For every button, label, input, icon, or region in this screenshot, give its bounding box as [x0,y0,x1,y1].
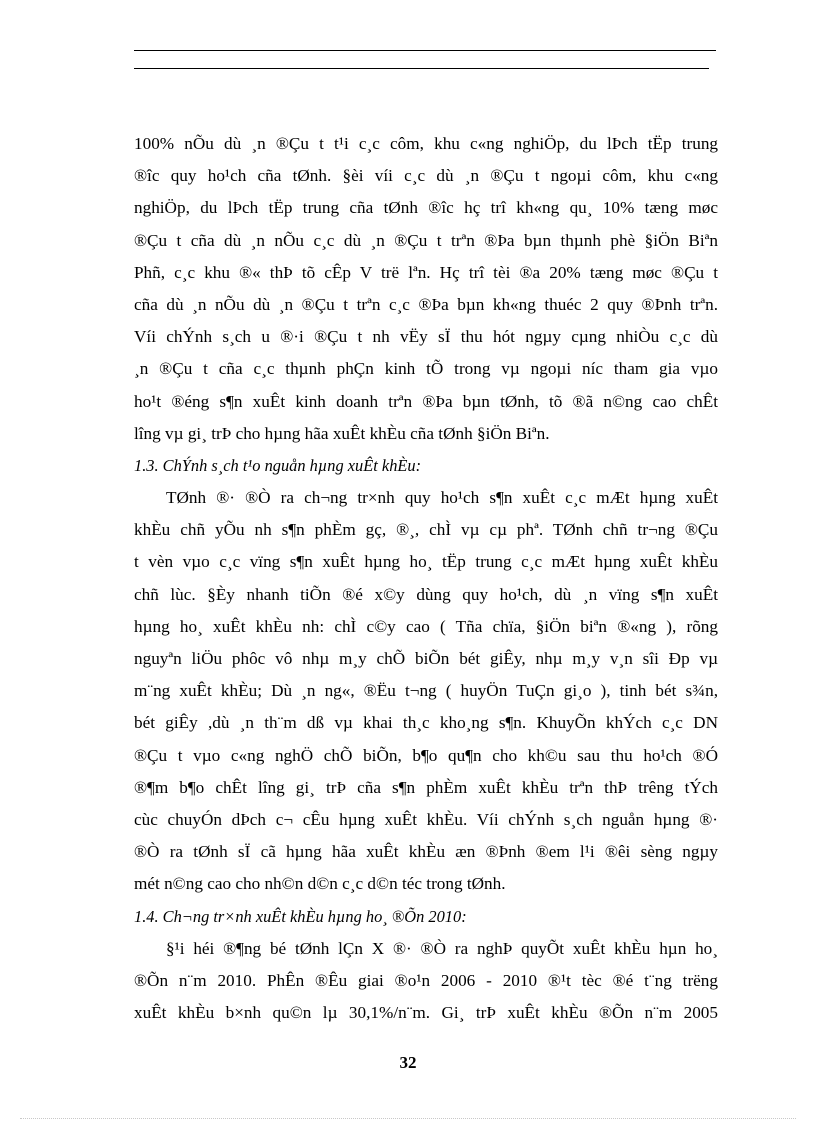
paragraph-line: cña dù ¸n nÕu dù ¸n ®Çu t trªn c¸c ®Þa bµn kh«ng thuéc 2 quy ®Þnh trªn. [134,294,718,314]
paragraph-line: m¨ng xuÊt khÈu; Dù ¸n ng«, ®Ëu t¬ng ( huyÖn TuÇn gi¸o ), tinh bét s¾n, [134,681,718,701]
paragraph-line: hµng ho¸ xuÊt khÈu nh: chÌ c©y cao ( Tña chïa, §iÖn biªn ®«ng ), rõng [134,616,718,636]
page-number: 32 [399,1053,417,1072]
paragraph-line: ¸n ®Çu t cña c¸c thµnh phÇn kinh tÕ trong vµ ngoµi níc tham gia vµo [134,359,718,379]
paragraph-line: t vèn vµo c¸c vïng s¶n xuÊt hµng ho¸ tËp trung c¸c mÆt hµng xuÊt khÈu [134,552,718,572]
paragraph-line: ®Ò ra tØnh sÏ cã hµng hãa xuÊt khÈu æn ®Þnh ®em l¹i ®êi sèng ngµy [134,842,718,862]
paragraph-line: cùc chuyÓn dÞch c¬ cÊu hµng xuÊt khÈu. Víi chÝnh s¸ch nguån hµng ®· [134,809,718,829]
paragraph-line: ®Çu t cña dù ¸n nÕu c¸c dù ¸n ®Çu t trªn ®Þa bµn thµnh phè §iÖn Biªn [134,230,718,250]
paragraph-line: ®Õn n¨m 2010. PhÊn ®Êu giai ®o¹n 2006 - 2010 ®¹t tèc ®é t¨ng trëng [134,970,718,990]
paragraph-line: Phñ, c¸c khu ®« thÞ tõ cÊp V trë lªn. Hç trî tèi ®a 20% tæng møc ®Çu t [134,262,718,282]
paragraph-line: ®îc quy ho¹ch cña tØnh. §èi víi c¸c dù ¸n ®Çu t ngoµi côm, khu c«ng [134,166,718,186]
paragraph-line: ®Çu t vµo c«ng nghÖ chÕ biÕn, b¶o qu¶n cho kh©u sau thu ho¹ch ®Ó [134,745,718,765]
paragraph-line: khÈu chñ yÕu nh s¶n phÈm gç, ®¸, chÌ vµ cµ phª. TØnh chñ tr¬ng ®Çu [134,520,718,540]
paragraph-line: ®¶m b¶o chÊt lîng gi¸ trÞ cña s¶n phÈm xuÊt khÈu trªn thÞ trêng tÝch [134,777,718,797]
paragraph-line: nghiÖp, du lÞch tËp trung cña tØnh ®îc hç trî kh«ng qu¸ 10% tæng møc [134,198,718,218]
section-heading: 1.3. ChÝnh s¸ch t¹o nguån hµng xuÊt khÈu: [134,455,422,475]
page-bottom-edge [20,1118,796,1119]
header-rule-top [134,50,716,51]
paragraph-line: Víi chÝnh s¸ch u ®·i ®Çu t nh vËy sÏ thu hót ngµy cµng nhiÒu c¸c dù [134,327,718,347]
paragraph-line: mét n©ng cao cho nh©n d©n c¸c d©n téc trong tØnh. [134,874,506,894]
paragraph-line: TØnh ®· ®Ò ra ch¬ng tr×nh quy ho¹ch s¶n xuÊt c¸c mÆt hµng xuÊt [166,488,718,508]
paragraph-line: bét giÊy ,dù ¸n th¨m dß vµ khai th¸c kho¸ng s¶n. KhuyÕn khÝch c¸c DN [134,713,718,733]
section-heading: 1.4. Ch¬ng tr×nh xuÊt khÈu hµng ho¸ ®Õn 2010: [134,906,467,926]
paragraph-line: §¹i héi ®¶ng bé tØnh lÇn X ®· ®Ò ra nghÞ quyÕt xuÊt khÈu hµn ho¸ [166,938,718,958]
paragraph-line: 100% nÕu dù ¸n ®Çu t t¹i c¸c côm, khu c«ng nghiÖp, du lÞch tËp trung [134,134,718,153]
paragraph-line: chñ lùc. §Èy nhanh tiÕn ®é x©y dùng quy ho¹ch, dù ¸n vïng s¶n xuÊt [134,584,718,604]
body-text [134,130,718,1031]
paragraph-line: xuÊt khÈu b×nh qu©n lµ 30,1%/n¨m. Gi¸ trÞ xuÊt khÈu ®Õn n¨m 2005 [134,1003,718,1023]
paragraph-line: lîng vµ gi¸ trÞ cho hµng hãa xuÊt khÈu cña tØnh §iÖn Biªn. [134,423,550,443]
paragraph-line: ho¹t ®éng s¶n xuÊt kinh doanh trªn ®Þa bµn tØnh, tõ ®ã n©ng cao chÊt [134,391,718,411]
paragraph-line: nguyªn liÖu phôc vô nhµ m¸y chÕ biÕn bét giÊy, nhµ m¸y v¸n sîi Ðp vµ [134,649,718,668]
header-rule-bottom [134,68,709,69]
